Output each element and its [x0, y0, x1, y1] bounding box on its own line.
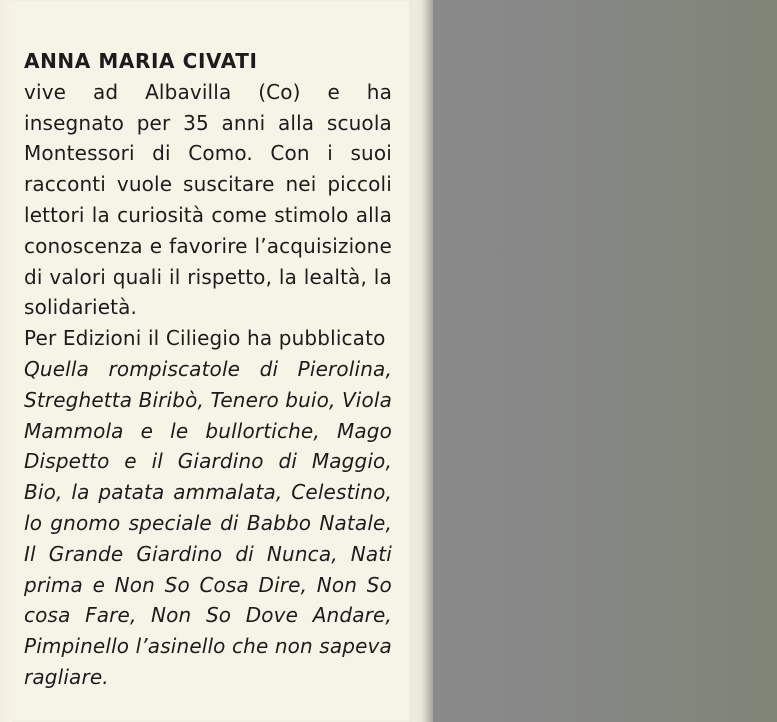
word: e [149, 233, 163, 258]
word: la [278, 264, 297, 289]
word: ammalata, [173, 480, 283, 505]
word: Albavilla [145, 79, 232, 104]
word: Bio, [24, 480, 63, 505]
word: conoscenza [24, 233, 143, 258]
titles-line [24, 631, 392, 662]
bio-line [24, 262, 392, 293]
word: insegnato [24, 110, 125, 135]
word: Mammola [24, 418, 124, 443]
word: Tenero [210, 387, 279, 412]
word: non [274, 634, 313, 659]
word: rompiscatole [108, 356, 241, 381]
word: Non [114, 572, 155, 597]
author-name: ANNA MARIA CIVATI [24, 49, 258, 73]
word: Nunca, [266, 541, 338, 566]
word: suoi [350, 141, 392, 166]
bio-text-block [24, 46, 392, 693]
word: stimolo [274, 202, 349, 227]
word: di [259, 356, 279, 381]
word: quali [112, 264, 163, 289]
book-titles [24, 354, 392, 693]
word: Natale, [319, 510, 392, 535]
word: Pierolina, [297, 356, 392, 381]
bio-line [24, 77, 392, 108]
word: e [327, 79, 340, 104]
word: Como. [188, 141, 253, 166]
word: i [327, 141, 333, 166]
word: Celestino, [291, 480, 392, 505]
word: So [366, 572, 392, 597]
titles-line [24, 477, 392, 508]
word: buio, [285, 387, 336, 412]
word: Dove [245, 603, 299, 628]
word: speciale [128, 510, 212, 535]
titles-line [24, 416, 392, 447]
word: lo [24, 510, 43, 535]
word: di [235, 541, 254, 566]
word: gnomo [50, 510, 121, 535]
word: ad [92, 79, 119, 104]
word: alla [277, 110, 315, 135]
word: Viola [341, 387, 392, 412]
bio-line [24, 108, 392, 139]
bio-line [24, 231, 392, 262]
titles-line [24, 600, 392, 631]
titles-line [24, 570, 392, 601]
word: alla [355, 202, 392, 227]
word: Andare, [312, 603, 392, 628]
word: ragliare. [24, 664, 109, 689]
word: che [231, 634, 269, 659]
word: Giardino [177, 449, 264, 474]
word: suscitare [183, 172, 275, 197]
word: Giardino [136, 541, 223, 566]
bio-line [24, 169, 392, 200]
word: Mago [336, 418, 392, 443]
word: racconti [24, 172, 106, 197]
word: Con [270, 141, 310, 166]
titles-line [24, 385, 392, 416]
word: bullortiche, [205, 418, 320, 443]
word: Montessori [24, 141, 135, 166]
word: 35 [183, 110, 209, 135]
word: per [136, 110, 171, 135]
word: le [170, 418, 189, 443]
word: la [91, 202, 110, 227]
word: la [373, 264, 392, 289]
word: Grande [48, 541, 124, 566]
word: lealtà, [303, 264, 367, 289]
titles-line [24, 539, 392, 570]
word: ha [366, 79, 392, 104]
word: (Co) [258, 79, 301, 104]
word: Dire, [258, 572, 308, 597]
word: Dispetto [24, 449, 110, 474]
word: anni [221, 110, 266, 135]
word: patata [98, 480, 165, 505]
word: Non [151, 603, 192, 628]
word: come [211, 202, 268, 227]
bio-line [24, 138, 392, 169]
word: Streghetta [24, 387, 133, 412]
bio-paragraph [24, 77, 392, 323]
titles-line [24, 354, 392, 385]
word: valori [49, 264, 106, 289]
word: Biribò, [138, 387, 205, 412]
word: di [220, 510, 239, 535]
word: nei [285, 172, 317, 197]
word: di [278, 449, 298, 474]
flap-shade [0, 0, 12, 722]
word: Fare, [85, 603, 137, 628]
word: il [169, 264, 181, 289]
word: il [151, 449, 163, 474]
word: Nati [350, 541, 392, 566]
word: Il [24, 541, 36, 566]
titles-line [24, 662, 392, 693]
word: e [92, 572, 106, 597]
word: vive [24, 79, 67, 104]
bio-line [24, 200, 392, 231]
word: Pimpinello [24, 634, 130, 659]
publisher-line: Per Edizioni il Ciliegio ha pubblicato [24, 326, 386, 351]
titles-line [24, 446, 392, 477]
word: So [164, 572, 190, 597]
word: piccoli [327, 172, 392, 197]
word: So [205, 603, 232, 628]
word: di [24, 264, 43, 289]
word: scuola [326, 110, 392, 135]
word: l’asinello [135, 634, 226, 659]
word: curiosità [117, 202, 205, 227]
word: vuole [116, 172, 173, 197]
word: rispetto, [187, 264, 273, 289]
word: solidarietà. [24, 295, 138, 320]
word: di [152, 141, 171, 166]
word: favorire [169, 233, 248, 258]
word: Cosa [199, 572, 249, 597]
word: e [124, 449, 137, 474]
word: Non [316, 572, 358, 597]
titles-line [24, 508, 392, 539]
word: lettori [24, 202, 85, 227]
word: sapeva [319, 634, 392, 659]
bio-line [24, 292, 392, 323]
word: Quella [24, 356, 89, 381]
word: Babbo [246, 510, 312, 535]
word: l’acquisizione [254, 233, 392, 258]
word: cosa [24, 603, 71, 628]
word: la [71, 480, 90, 505]
word: prima [24, 572, 83, 597]
word: e [140, 418, 154, 443]
word: Maggio, [311, 449, 392, 474]
